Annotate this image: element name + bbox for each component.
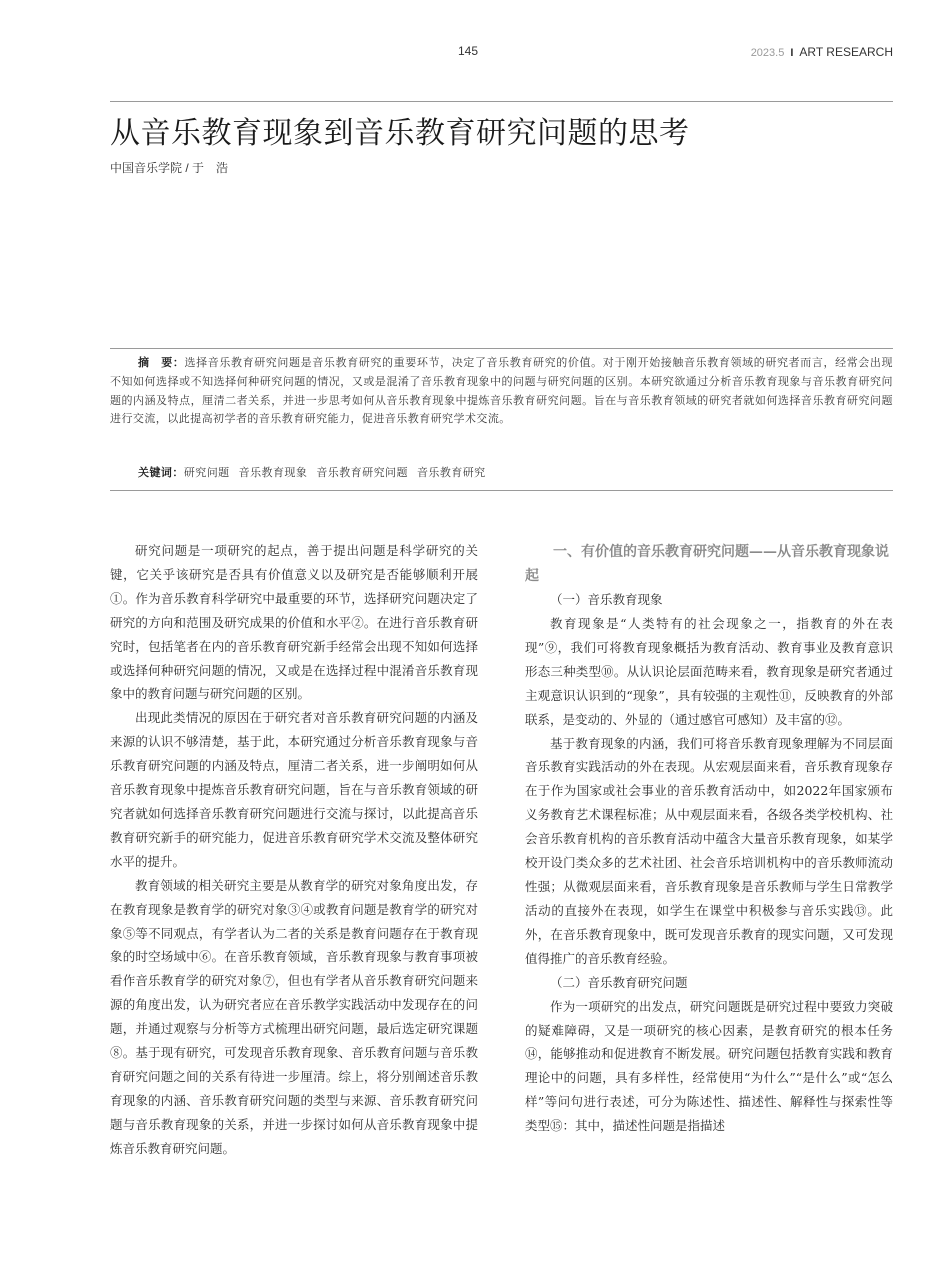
right-column	[525, 540, 893, 1138]
body-paragraph: 基于教育现象的内涵，我们可将音乐教育现象理解为不同层面音乐教育实践活动的外在表现。从宏观层面来看，音乐教育现象存在于作为国家或社会事业的音乐教育活动中，如2022年国家颁布义务教育艺术课程标准；从中观层面来看，各级各类学校机构、社会音乐教育机构的音乐教育活动中蕴含大量音乐教育现象，如某学校开设门类众多的艺术社团、社会音乐培训机构中的音乐教师流动性强；从微观层面来看，音乐教育现象是音乐教师与学生日常教学活动的直接外在表现，如学生在课堂中积极参与音乐实践⑬。此外，在音乐教育现象中，既可发现音乐教育的现实问题，又可发现值得推广的音乐教育经验。	[525, 735, 893, 966]
keyword: 音乐教育研究问题	[316, 466, 408, 479]
header-divider	[110, 101, 893, 102]
abstract-text: 选择音乐教育研究问题是音乐教育研究的重要环节，决定了音乐教育研究的价值。对于刚开始接触音乐教育领域的研究者而言，经常会出现不知如何选择或不知选择何种研究问题的情况，又或是混淆了音乐教育现象中的问题与研究问题的区别。本研究欲通过分析音乐教育现象与音乐教育研究问题的内涵及特点，厘清二者关系，并进一步思考如何从音乐教育现象中提炼音乐教育研究问题。旨在与音乐教育领域的研究者就如何选择音乐教育研究问题进行交流，以此提高初学者的音乐教育研究能力，促进音乐教育研究学术交流。	[110, 356, 893, 426]
section-heading: 一、有价值的音乐教育研究问题——从音乐教育现象说起	[525, 544, 889, 584]
abstract	[110, 354, 893, 429]
keywords	[138, 464, 495, 480]
abstract-label: 摘 要：	[138, 357, 185, 369]
body-paragraph: 教育现象是“人类特有的社会现象之一，指教育的外在表现”⑨，我们可将教育现象概括为教育活动、教育事业及教育意识形态三种类型⑩。从认识论层面范畴来看，教育现象是研究者通过主观意识认识到的“现象”，具有较强的主观性⑪，反映教育的外部联系，是变动的、外显的（通过感官可感知）及丰富的⑫。	[525, 616, 893, 727]
keyword: 音乐教育现象	[238, 466, 308, 479]
journal-name: ART RESEARCH	[799, 45, 893, 59]
header-separator: I	[790, 47, 794, 59]
keyword: 研究问题	[183, 466, 230, 479]
body-paragraph: 研究问题是一项研究的起点，善于提出问题是科学研究的关键，它关乎该研究是否具有价值意义以及研究是否能够顺利开展①。作为音乐教育科学研究中最重要的环节，选择研究问题决定了研究的方向和范围及研究成果的价值和水平②。在进行音乐教育研究时，包括笔者在内的音乐教育研究新手经常会出现不知如何选择或选择何种研究问题的情况，又或是在选择过程中混淆音乐教育现象中的教育问题与研究问题的区别。	[110, 543, 478, 702]
subsection-heading: （二）音乐教育研究问题	[550, 974, 688, 990]
body-paragraph: 出现此类情况的原因在于研究者对音乐教育研究问题的内涵及来源的认识不够清楚，基于此，本研究通过分析音乐教育现象与音乐教育研究问题的内涵及特点，厘清二者关系，进一步阐明如何从音乐教育现象中提炼音乐教育研究问题，旨在与音乐教育领域的研究者就如何选择音乐教育研究问题进行交流与探讨，以此提高音乐教育研究新手的研究能力，促进音乐教育研究学术交流及整体研究水平的提升。	[110, 710, 478, 869]
author-line: 中国音乐学院 / 于 浩	[110, 161, 229, 175]
keyword: 音乐教育研究	[416, 466, 486, 479]
subsection-heading: （一）音乐教育现象	[550, 592, 663, 607]
article-title: 从音乐教育现象到音乐教育研究问题的思考	[110, 116, 690, 151]
abstract-bottom-divider	[110, 490, 893, 491]
keywords-label: 关键词：	[138, 467, 184, 479]
issue-number: 2023.5	[750, 47, 785, 59]
page-number: 145	[458, 44, 479, 58]
body-paragraph: 作为一项研究的出发点，研究问题既是研究过程中要致力突破的疑难障碍，又是一项研究的核心因素，是教育研究的根本任务⑭，能够推动和促进教育不断发展。研究问题包括教育实践和教育理论中的问题，具有多样性，经常使用“为什么”“是什么”或“怎么样”等问句进行表述，可分为陈述性、描述性、解释性与探索性等类型⑮：其中，描述性问题是指描述	[525, 998, 893, 1134]
abstract-top-divider	[110, 348, 893, 349]
journal-info	[751, 45, 893, 59]
body-paragraph: 教育领域的相关研究主要是从教育学的研究对象角度出发，存在教育现象是教育学的研究对象③④或教育问题是教育学的研究对象⑤等不同观点，有学者认为二者的关系是教育问题存在于教育现象的时空场域中⑥。在音乐教育领域，音乐教育现象与教育事项被看作音乐教育学的研究对象⑦，但也有学者从音乐教育研究问题来源的角度出发，认为研究者应在音乐教学实践活动中发现存在的问题，并通过观察与分析等方式梳理出研究问题，最后选定研究课题⑧。基于现有研究，可发现音乐教育现象、音乐教育问题与音乐教育研究问题之间的关系有待进一步厘清。综上，将分别阐述音乐教育现象的内涵、音乐教育研究问题的类型与来源、音乐教育研究问题与音乐教育现象的关系，并进一步探讨如何从音乐教育现象中提炼音乐教育研究问题。	[110, 877, 478, 1156]
left-column	[110, 539, 478, 1161]
